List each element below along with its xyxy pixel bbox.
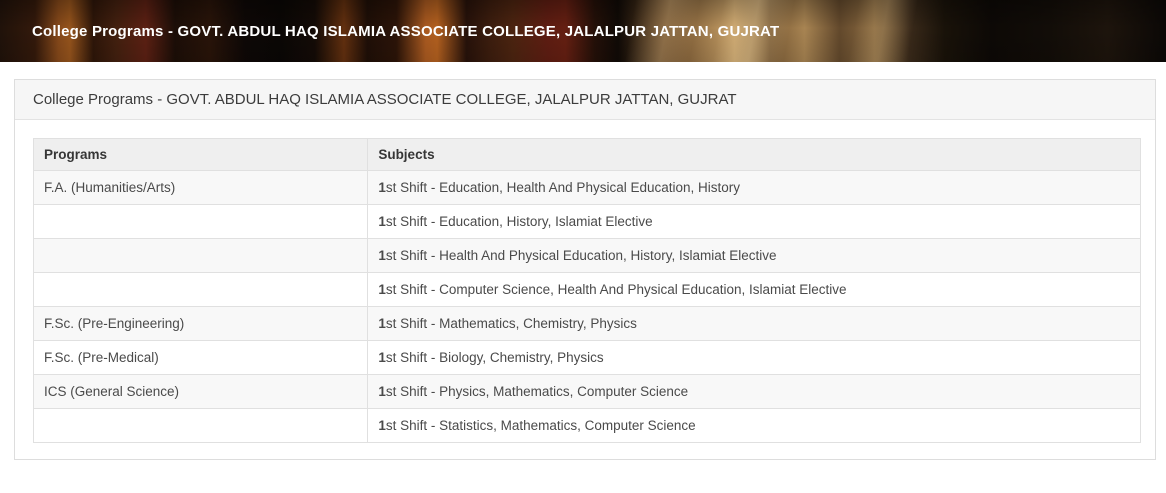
program-cell: F.A. (Humanities/Arts) bbox=[34, 171, 368, 205]
programs-table bbox=[33, 138, 1141, 443]
subject-cell bbox=[368, 171, 1141, 205]
card-body bbox=[15, 120, 1155, 459]
table-row bbox=[34, 205, 1141, 239]
table-row bbox=[34, 307, 1141, 341]
subject-text: st Shift - Mathematics, Chemistry, Physics bbox=[385, 316, 637, 331]
subject-text: st Shift - Health And Physical Education, History, Islamiat Elective bbox=[385, 248, 777, 263]
subject-text: st Shift - Statistics, Mathematics, Computer Science bbox=[385, 418, 696, 433]
subject-text: st Shift - Biology, Chemistry, Physics bbox=[385, 350, 604, 365]
subject-cell bbox=[368, 307, 1141, 341]
card-header bbox=[15, 80, 1155, 120]
subject-text: st Shift - Education, History, Islamiat Elective bbox=[385, 214, 653, 229]
page-banner bbox=[0, 0, 1166, 62]
table-row bbox=[34, 273, 1141, 307]
banner-title: College Programs - GOVT. ABDUL HAQ ISLAMIA ASSOCIATE COLLEGE, JALALPUR JATTAN, GUJRAT bbox=[32, 22, 780, 40]
subject-text: st Shift - Computer Science, Health And Physical Education, Islamiat Elective bbox=[385, 282, 847, 297]
table-row bbox=[34, 171, 1141, 205]
table-header-row bbox=[34, 139, 1141, 171]
programs-card bbox=[14, 79, 1156, 460]
shift-number: 1 bbox=[378, 248, 386, 263]
subject-cell bbox=[368, 375, 1141, 409]
subject-cell bbox=[368, 341, 1141, 375]
program-cell bbox=[34, 205, 368, 239]
column-header-subjects: Subjects bbox=[368, 139, 1141, 171]
program-cell bbox=[34, 409, 368, 443]
subject-cell bbox=[368, 239, 1141, 273]
table-row bbox=[34, 239, 1141, 273]
subject-text: st Shift - Education, Health And Physical Education, History bbox=[385, 180, 741, 195]
card-title: College Programs - GOVT. ABDUL HAQ ISLAMIA ASSOCIATE COLLEGE, JALALPUR JATTAN, GUJRAT bbox=[33, 91, 737, 108]
shift-number: 1 bbox=[378, 316, 386, 331]
subject-cell bbox=[368, 273, 1141, 307]
program-cell bbox=[34, 273, 368, 307]
shift-number: 1 bbox=[378, 350, 386, 365]
program-cell bbox=[34, 239, 368, 273]
shift-number: 1 bbox=[378, 384, 386, 399]
shift-number: 1 bbox=[378, 214, 386, 229]
column-header-programs: Programs bbox=[34, 139, 368, 171]
shift-number: 1 bbox=[378, 180, 386, 195]
table-row bbox=[34, 409, 1141, 443]
subject-cell bbox=[368, 205, 1141, 239]
subject-text: st Shift - Physics, Mathematics, Computer Science bbox=[385, 384, 689, 399]
program-cell: F.Sc. (Pre-Medical) bbox=[34, 341, 368, 375]
shift-number: 1 bbox=[378, 282, 386, 297]
program-cell: F.Sc. (Pre-Engineering) bbox=[34, 307, 368, 341]
table-row bbox=[34, 375, 1141, 409]
shift-number: 1 bbox=[378, 418, 386, 433]
subject-cell bbox=[368, 409, 1141, 443]
table-row bbox=[34, 341, 1141, 375]
program-cell: ICS (General Science) bbox=[34, 375, 368, 409]
